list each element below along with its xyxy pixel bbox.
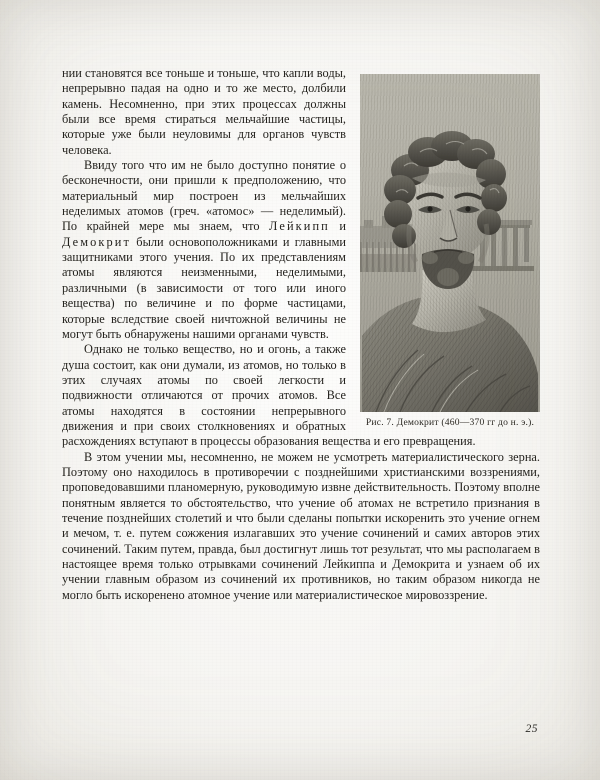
democritus-portrait-image [360,74,540,412]
emphasis-leucippus: Лейкипп [269,219,330,234]
figure-caption: Рис. 7. Демокрит (460—370 гг до н. э.). [365,417,535,428]
page-number: 25 [525,723,538,735]
text-run: были основоположниками и главными защитниками этого учения. По их представлениям атомы являются неизменными, неделимыми, различными (в зависимости от того или иного вещества) по величине и по форме частицами, которые вследствие своей ничтожной величины не могут быть обнаружены нашими органами чувств. [62,234,346,341]
emphasis-democritus: Демокрит [62,234,132,249]
figure-democritus [360,74,540,429]
text-run: Ввиду того что им не было доступно понятие о бесконечности, они пришли к предположению, что материальный мир построен из мельчайших неделимых атомов (греч. «атомос» — неделимый). По крайней мере мы знаем, что [62,158,346,234]
text-column [62,66,540,706]
plate-grain [360,74,540,412]
paragraph-fire-and-soul: Однако не только вещество, но и огонь, а также душа состоит, как они думали, из атомов, но только в этих случаях атомы по своей легкости и подвижности отличаются от прочих атомов. Все атомы находятся в состоянии непрерывного движения и при своих столкновениях и обратных расхождениях вступают в процессы образования вещества и его превращения. [62,342,476,449]
text-run: и [329,219,346,234]
paragraph-continued-drops: нии становятся все тоньше и тоньше, что капли воды, непрерывно падая на одно и то же место, долбили камень. Несомненно, при этих процессах должны были все время стираться мельчайшие частицы, которые уже были неуловимы для органов чувств человека. [62,66,346,157]
paragraph-materialist-kernel: В этом учении мы, несомненно, не можем не усмотреть материалистического зерна. Поэтому оно находилось в противоречии с позднейшими христианскими воззрениями, проповедовавшими планомерную, руководимую извне действительность. Поэтому вполне понятным является то обстоятельство, что учение об атомах не встретило признания в течение позднейших столетий и что были сделаны попытки искоренить это учение огнем и мечом, т. е. путем сожжения излагавших это учение сочинений и самих авторов этих сочинений. Таким путем, правда, был достигнут лишь тот результат, что мы располагаем в настоящее время только отрывками сочинений Лейкиппа и Демокрита и узнаем об их учении главным образом из сочинений их противников, но таким образом никогда не могло быть искоренено атомное учение или материалистическое мировоззрение. [62,449,540,602]
